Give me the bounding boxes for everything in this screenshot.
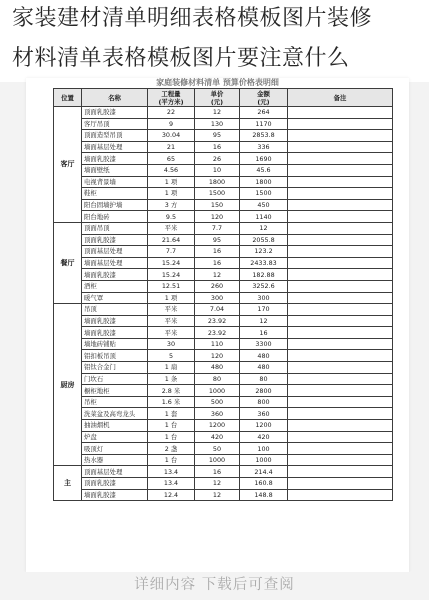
item-name-cell: 电视背景墙 xyxy=(82,176,148,188)
value-cell: 1000 xyxy=(195,454,240,466)
item-name-cell: 顶面基层处理 xyxy=(82,246,148,258)
value-cell: 500 xyxy=(195,396,240,408)
remark-cell xyxy=(288,338,393,350)
item-name-cell: 洗菜盆及高弯龙头 xyxy=(82,408,148,420)
value-cell: 420 xyxy=(195,431,240,443)
value-cell: 150 xyxy=(195,199,240,211)
value-cell: 1 套 xyxy=(148,408,195,420)
table-row xyxy=(54,315,393,327)
footer-bar xyxy=(0,572,429,600)
value-cell: 1 扇 xyxy=(148,362,195,374)
title-banner xyxy=(0,0,429,82)
value-cell: 800 xyxy=(240,396,288,408)
value-cell: 21 xyxy=(148,141,195,153)
value-cell: 1000 xyxy=(195,385,240,397)
value-cell: 1800 xyxy=(240,176,288,188)
table-row xyxy=(54,246,393,258)
remark-cell xyxy=(288,489,393,501)
item-name-cell: 吊顶 xyxy=(82,304,148,316)
value-cell: 1200 xyxy=(195,420,240,432)
remark-cell xyxy=(288,466,393,478)
table-row xyxy=(54,118,393,130)
remark-cell xyxy=(288,234,393,246)
item-name-cell: 吸顶灯 xyxy=(82,443,148,455)
item-name-cell: 墙面基层处理 xyxy=(82,141,148,153)
value-cell: 平米 xyxy=(148,315,195,327)
table-row xyxy=(54,350,393,362)
remark-cell xyxy=(288,164,393,176)
table-row xyxy=(54,466,393,478)
remark-cell xyxy=(288,420,393,432)
item-name-cell: 抽油烟机 xyxy=(82,420,148,432)
item-name-cell: 铝扣板吊顶 xyxy=(82,350,148,362)
value-cell: 5 xyxy=(148,350,195,362)
table-row xyxy=(54,292,393,304)
remark-cell xyxy=(288,246,393,258)
value-cell: 12.4 xyxy=(148,489,195,501)
banner-title-line-2: 材料清单表格模板图片要注意什么 xyxy=(12,46,350,71)
value-cell: 100 xyxy=(240,443,288,455)
value-cell: 30 xyxy=(148,338,195,350)
item-name-cell: 墙面乳胶漆 xyxy=(82,327,148,339)
table-row xyxy=(54,420,393,432)
area-cell: 餐厅 xyxy=(54,222,82,303)
remark-cell xyxy=(288,408,393,420)
table-row xyxy=(54,385,393,397)
table-row xyxy=(54,141,393,153)
item-name-cell: 暖气罩 xyxy=(82,292,148,304)
table-row xyxy=(54,176,393,188)
value-cell: 110 xyxy=(195,338,240,350)
column-header: 位置 xyxy=(54,89,82,107)
value-cell: 480 xyxy=(195,362,240,374)
value-cell: 1 项 xyxy=(148,188,195,200)
value-cell: 95 xyxy=(195,234,240,246)
item-name-cell: 酒柜 xyxy=(82,280,148,292)
table-row xyxy=(54,373,393,385)
value-cell: 13.4 xyxy=(148,478,195,490)
table-row xyxy=(54,408,393,420)
value-cell: 1140 xyxy=(240,211,288,223)
value-cell: 16 xyxy=(195,246,240,258)
value-cell: 7.04 xyxy=(195,304,240,316)
value-cell: 300 xyxy=(240,292,288,304)
table-row xyxy=(54,396,393,408)
value-cell: 264 xyxy=(240,107,288,119)
value-cell: 260 xyxy=(195,280,240,292)
value-cell: 120 xyxy=(195,350,240,362)
remark-cell xyxy=(288,362,393,374)
remark-cell xyxy=(288,350,393,362)
remark-cell xyxy=(288,118,393,130)
value-cell: 214.4 xyxy=(240,466,288,478)
value-cell: 1 条 xyxy=(148,373,195,385)
remark-cell xyxy=(288,373,393,385)
item-name-cell: 墙面乳胶漆 xyxy=(82,153,148,165)
remark-cell xyxy=(288,257,393,269)
value-cell: 50 xyxy=(195,443,240,455)
item-name-cell: 顶面造型吊顶 xyxy=(82,130,148,142)
value-cell: 23.92 xyxy=(195,315,240,327)
remark-cell xyxy=(288,269,393,281)
remark-cell xyxy=(288,315,393,327)
item-name-cell: 吊柜 xyxy=(82,396,148,408)
value-cell: 13.4 xyxy=(148,466,195,478)
item-name-cell: 鞋柜 xyxy=(82,188,148,200)
item-name-cell: 橱柜地柜 xyxy=(82,385,148,397)
value-cell: 80 xyxy=(240,373,288,385)
value-cell: 480 xyxy=(240,362,288,374)
item-name-cell: 顶面乳胶漆 xyxy=(82,107,148,119)
column-header: 单价 (元) xyxy=(195,89,240,107)
area-cell: 主 xyxy=(54,466,82,501)
budget-table xyxy=(53,88,393,501)
value-cell: 1000 xyxy=(240,454,288,466)
value-cell: 1170 xyxy=(240,118,288,130)
value-cell: 1200 xyxy=(240,420,288,432)
value-cell: 360 xyxy=(195,408,240,420)
value-cell: 23.92 xyxy=(195,327,240,339)
value-cell: 2055.8 xyxy=(240,234,288,246)
value-cell: 10 xyxy=(195,164,240,176)
table-row xyxy=(54,269,393,281)
value-cell: 12 xyxy=(195,478,240,490)
value-cell: 1 台 xyxy=(148,431,195,443)
table-row xyxy=(54,211,393,223)
value-cell: 15.24 xyxy=(148,257,195,269)
banner-title-line-1: 家装建材清单明细表格模板图片装修 xyxy=(12,6,373,31)
value-cell: 45.6 xyxy=(240,164,288,176)
value-cell: 1 台 xyxy=(148,454,195,466)
remark-cell xyxy=(288,141,393,153)
value-cell: 7.7 xyxy=(148,246,195,258)
value-cell: 2853.8 xyxy=(240,130,288,142)
remark-cell xyxy=(288,292,393,304)
item-name-cell: 客厅吊顶 xyxy=(82,118,148,130)
remark-cell xyxy=(288,153,393,165)
item-name-cell: 顶面基层处理 xyxy=(82,466,148,478)
item-name-cell: 墙面乳胶漆 xyxy=(82,489,148,501)
value-cell: 15.24 xyxy=(148,269,195,281)
value-cell: 130 xyxy=(195,118,240,130)
value-cell: 21.64 xyxy=(148,234,195,246)
table-body xyxy=(54,107,393,501)
table-row xyxy=(54,454,393,466)
remark-cell xyxy=(288,443,393,455)
value-cell: 336 xyxy=(240,141,288,153)
value-cell: 16 xyxy=(240,327,288,339)
value-cell: 16 xyxy=(195,466,240,478)
remark-cell xyxy=(288,211,393,223)
item-name-cell: 墙面壁纸 xyxy=(82,164,148,176)
item-name-cell: 墙地砖铺贴 xyxy=(82,338,148,350)
value-cell: 3252.6 xyxy=(240,280,288,292)
value-cell: 16 xyxy=(195,257,240,269)
value-cell: 3 方 xyxy=(148,199,195,211)
value-cell: 1500 xyxy=(240,188,288,200)
area-cell: 客厅 xyxy=(54,107,82,223)
table-row xyxy=(54,188,393,200)
value-cell: 12.51 xyxy=(148,280,195,292)
remark-cell xyxy=(288,107,393,119)
value-cell: 7.7 xyxy=(195,222,240,234)
value-cell: 1 台 xyxy=(148,420,195,432)
value-cell: 26 xyxy=(195,153,240,165)
remark-cell xyxy=(288,176,393,188)
value-cell: 170 xyxy=(240,304,288,316)
value-cell: 1 项 xyxy=(148,292,195,304)
table-row xyxy=(54,327,393,339)
table-row xyxy=(54,443,393,455)
value-cell: 9 xyxy=(148,118,195,130)
value-cell: 平米 xyxy=(148,327,195,339)
value-cell: 80 xyxy=(195,373,240,385)
table-row xyxy=(54,304,393,316)
table-row xyxy=(54,338,393,350)
item-name-cell: 墙面基层处理 xyxy=(82,257,148,269)
item-name-cell: 炉盘 xyxy=(82,431,148,443)
remark-cell xyxy=(288,199,393,211)
value-cell: 160.8 xyxy=(240,478,288,490)
column-header: 名称 xyxy=(82,89,148,107)
value-cell: 3300 xyxy=(240,338,288,350)
value-cell: 平米 xyxy=(148,222,195,234)
document-preview[interactable] xyxy=(26,78,409,572)
column-header: 工程量 (平方米) xyxy=(148,89,195,107)
document-title: 家庭装修材料清单 预算价格表明细 xyxy=(156,78,279,87)
value-cell: 182.88 xyxy=(240,269,288,281)
value-cell: 1 项 xyxy=(148,176,195,188)
table-row xyxy=(54,257,393,269)
item-name-cell: 阳台地砖 xyxy=(82,211,148,223)
value-cell: 1690 xyxy=(240,153,288,165)
remark-cell xyxy=(288,188,393,200)
value-cell: 12 xyxy=(195,489,240,501)
value-cell: 12 xyxy=(240,222,288,234)
item-name-cell: 顶面乳胶漆 xyxy=(82,478,148,490)
value-cell: 4.56 xyxy=(148,164,195,176)
value-cell: 30.04 xyxy=(148,130,195,142)
table-row xyxy=(54,222,393,234)
remark-cell xyxy=(288,130,393,142)
remark-cell xyxy=(288,327,393,339)
table-row xyxy=(54,280,393,292)
item-name-cell: 铝钛合金门 xyxy=(82,362,148,374)
table-row xyxy=(54,478,393,490)
item-name-cell: 门坎石 xyxy=(82,373,148,385)
value-cell: 12 xyxy=(195,107,240,119)
remark-cell xyxy=(288,454,393,466)
table-row xyxy=(54,107,393,119)
value-cell: 148.8 xyxy=(240,489,288,501)
value-cell: 1800 xyxy=(195,176,240,188)
table-row xyxy=(54,234,393,246)
table-header-row xyxy=(54,89,393,107)
value-cell: 2 盏 xyxy=(148,443,195,455)
table-row xyxy=(54,199,393,211)
item-name-cell: 顶面吊顶 xyxy=(82,222,148,234)
column-header: 金额 (元) xyxy=(240,89,288,107)
value-cell: 1500 xyxy=(195,188,240,200)
remark-cell xyxy=(288,222,393,234)
remark-cell xyxy=(288,280,393,292)
value-cell: 95 xyxy=(195,130,240,142)
value-cell: 480 xyxy=(240,350,288,362)
remark-cell xyxy=(288,304,393,316)
value-cell: 120 xyxy=(195,211,240,223)
area-cell: 厨房 xyxy=(54,304,82,466)
table-row xyxy=(54,489,393,501)
value-cell: 123.2 xyxy=(240,246,288,258)
value-cell: 300 xyxy=(195,292,240,304)
table-row xyxy=(54,153,393,165)
item-name-cell: 顶面乳胶漆 xyxy=(82,234,148,246)
value-cell: 16 xyxy=(195,141,240,153)
value-cell: 9.5 xyxy=(148,211,195,223)
table-row xyxy=(54,362,393,374)
download-hint[interactable]: 详细内容 下载后可查阅 xyxy=(134,577,295,593)
value-cell: 22 xyxy=(148,107,195,119)
value-cell: 420 xyxy=(240,431,288,443)
table-row xyxy=(54,130,393,142)
value-cell: 360 xyxy=(240,408,288,420)
item-name-cell: 热水器 xyxy=(82,454,148,466)
value-cell: 12 xyxy=(240,315,288,327)
column-header: 备注 xyxy=(288,89,393,107)
value-cell: 12 xyxy=(195,269,240,281)
value-cell: 450 xyxy=(240,199,288,211)
item-name-cell: 墙面乳胶漆 xyxy=(82,315,148,327)
value-cell: 65 xyxy=(148,153,195,165)
table-row xyxy=(54,431,393,443)
value-cell: 1.6 米 xyxy=(148,396,195,408)
value-cell: 2433.83 xyxy=(240,257,288,269)
value-cell: 平米 xyxy=(148,304,195,316)
table-row xyxy=(54,164,393,176)
item-name-cell: 阳台固墙护墙 xyxy=(82,199,148,211)
value-cell: 2800 xyxy=(240,385,288,397)
item-name-cell: 墙面乳胶漆 xyxy=(82,269,148,281)
remark-cell xyxy=(288,478,393,490)
remark-cell xyxy=(288,431,393,443)
remark-cell xyxy=(288,385,393,397)
remark-cell xyxy=(288,396,393,408)
value-cell: 2.8 米 xyxy=(148,385,195,397)
